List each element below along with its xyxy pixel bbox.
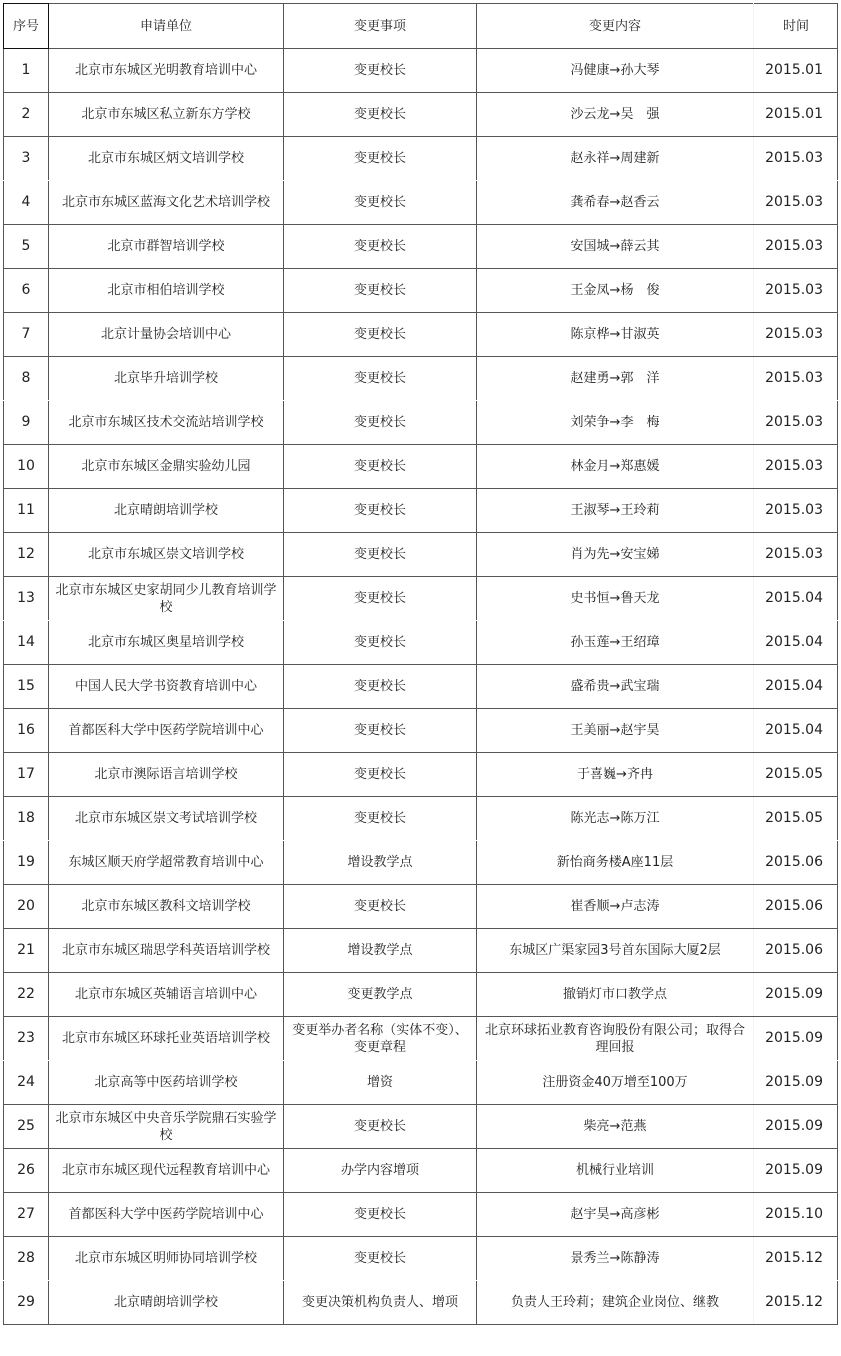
cell-change-item: 办学内容增项 [284,1149,477,1193]
cell-serial-number: 13 [4,577,49,621]
cell-change-item: 变更校长 [284,533,477,577]
cell-serial-number: 24 [4,1061,49,1105]
cell-time: 2015.06 [754,841,838,885]
cell-change-item: 变更校长 [284,269,477,313]
cell-applicant-unit: 北京市东城区中央音乐学院鼎石实验学校 [49,1105,284,1149]
cell-serial-number: 12 [4,533,49,577]
cell-change-content: 刘荣争→李 梅 [477,401,754,445]
cell-serial-number: 20 [4,885,49,929]
table-row [4,577,838,621]
cell-change-item: 变更校长 [284,621,477,665]
cell-serial-number: 25 [4,1105,49,1149]
cell-time: 2015.09 [754,1149,838,1193]
cell-change-item: 变更校长 [284,49,477,93]
cell-time: 2015.04 [754,709,838,753]
table-row [4,797,838,841]
cell-time: 2015.03 [754,181,838,225]
table-row [4,1193,838,1237]
cell-time: 2015.03 [754,401,838,445]
table-body [4,49,838,1325]
cell-change-item: 增资 [284,1061,477,1105]
table-row [4,225,838,269]
table-row [4,269,838,313]
cell-time: 2015.09 [754,1061,838,1105]
cell-applicant-unit: 北京市东城区蓝海文化艺术培训学校 [49,181,284,225]
table-row [4,621,838,665]
table-row [4,841,838,885]
cell-change-content: 崔香顺→卢志涛 [477,885,754,929]
cell-time: 2015.09 [754,1017,838,1061]
cell-serial-number: 14 [4,621,49,665]
table-row [4,93,838,137]
cell-change-item: 增设教学点 [284,929,477,973]
table-row [4,533,838,577]
cell-time: 2015.03 [754,445,838,489]
cell-applicant-unit: 北京市东城区技术交流站培训学校 [49,401,284,445]
cell-serial-number: 6 [4,269,49,313]
cell-change-content: 安国城→薛云其 [477,225,754,269]
cell-serial-number: 17 [4,753,49,797]
table-header [4,4,838,49]
cell-time: 2015.06 [754,885,838,929]
cell-applicant-unit: 北京市东城区崇文考试培训学校 [49,797,284,841]
cell-serial-number: 19 [4,841,49,885]
cell-applicant-unit: 北京市群智培训学校 [49,225,284,269]
cell-applicant-unit: 北京毕升培训学校 [49,357,284,401]
cell-change-content: 盛希贵→武宝瑞 [477,665,754,709]
cell-change-content: 赵永祥→周建新 [477,137,754,181]
cell-change-item: 变更校长 [284,313,477,357]
cell-serial-number: 1 [4,49,49,93]
cell-time: 2015.03 [754,269,838,313]
cell-change-content: 新怡商务楼A座11层 [477,841,754,885]
cell-time: 2015.03 [754,313,838,357]
table-row [4,401,838,445]
cell-time: 2015.05 [754,797,838,841]
cell-applicant-unit: 北京市东城区现代远程教育培训中心 [49,1149,284,1193]
cell-applicant-unit: 北京市东城区私立新东方学校 [49,93,284,137]
cell-serial-number: 18 [4,797,49,841]
cell-change-content: 景秀兰→陈静涛 [477,1237,754,1281]
cell-change-item: 变更校长 [284,577,477,621]
table-row [4,1061,838,1105]
cell-change-item: 变更校长 [284,753,477,797]
cell-applicant-unit: 中国人民大学书资教育培训中心 [49,665,284,709]
cell-serial-number: 8 [4,357,49,401]
cell-change-content: 冯健康→孙大琴 [477,49,754,93]
cell-applicant-unit: 东城区顺天府学超常教育培训中心 [49,841,284,885]
table-row [4,1237,838,1281]
cell-change-item: 变更校长 [284,489,477,533]
cell-time: 2015.03 [754,225,838,269]
cell-serial-number: 23 [4,1017,49,1061]
cell-change-item: 变更校长 [284,225,477,269]
header-time: 时间 [754,4,838,49]
cell-change-content: 柴亮→范燕 [477,1105,754,1149]
table-row [4,445,838,489]
cell-change-content: 王淑琴→王玲莉 [477,489,754,533]
cell-applicant-unit: 北京计量协会培训中心 [49,313,284,357]
cell-applicant-unit: 北京市东城区奥星培训学校 [49,621,284,665]
cell-serial-number: 9 [4,401,49,445]
cell-change-content: 史书恒→鲁天龙 [477,577,754,621]
cell-applicant-unit: 北京市东城区金鼎实验幼儿园 [49,445,284,489]
header-change-content: 变更内容 [477,4,754,49]
cell-change-item: 变更决策机构负责人、增项 [284,1281,477,1325]
cell-time: 2015.06 [754,929,838,973]
cell-time: 2015.10 [754,1193,838,1237]
cell-change-content: 沙云龙→吴 强 [477,93,754,137]
table-row [4,665,838,709]
cell-change-item: 变更校长 [284,181,477,225]
header-serial-number: 序号 [4,4,49,49]
cell-time: 2015.09 [754,973,838,1017]
cell-time: 2015.12 [754,1281,838,1325]
cell-applicant-unit: 北京高等中医药培训学校 [49,1061,284,1105]
cell-serial-number: 11 [4,489,49,533]
header-row [4,4,838,49]
header-change-item: 变更事项 [284,4,477,49]
cell-change-content: 撤销灯市口教学点 [477,973,754,1017]
cell-change-item: 增设教学点 [284,841,477,885]
table-row [4,1281,838,1325]
cell-applicant-unit: 北京晴朗培训学校 [49,1281,284,1325]
cell-change-content: 孙玉莲→王绍璋 [477,621,754,665]
cell-serial-number: 28 [4,1237,49,1281]
cell-change-content: 赵宇昊→高彦彬 [477,1193,754,1237]
cell-time: 2015.03 [754,357,838,401]
cell-applicant-unit: 北京市东城区瑞思学科英语培训学校 [49,929,284,973]
cell-serial-number: 3 [4,137,49,181]
cell-change-item: 变更校长 [284,709,477,753]
cell-applicant-unit: 北京晴朗培训学校 [49,489,284,533]
cell-change-content: 龚希春→赵香云 [477,181,754,225]
cell-change-content: 肖为先→安宝娣 [477,533,754,577]
cell-serial-number: 16 [4,709,49,753]
cell-time: 2015.04 [754,621,838,665]
table-row [4,49,838,93]
cell-time: 2015.12 [754,1237,838,1281]
cell-change-item: 变更校长 [284,665,477,709]
cell-change-content: 于喜巍→齐冉 [477,753,754,797]
cell-applicant-unit: 北京市东城区崇文培训学校 [49,533,284,577]
table-row [4,137,838,181]
cell-change-content: 陈京桦→甘淑英 [477,313,754,357]
cell-applicant-unit: 北京市东城区史家胡同少儿教育培训学校 [49,577,284,621]
cell-serial-number: 22 [4,973,49,1017]
table-row [4,1149,838,1193]
table-row [4,1017,838,1061]
cell-change-content: 赵建勇→郭 洋 [477,357,754,401]
cell-change-item: 变更校长 [284,885,477,929]
cell-change-item: 变更校长 [284,401,477,445]
cell-change-content: 王美丽→赵宇昊 [477,709,754,753]
cell-applicant-unit: 北京市东城区光明教育培训中心 [49,49,284,93]
cell-change-item: 变更校长 [284,357,477,401]
cell-serial-number: 29 [4,1281,49,1325]
cell-serial-number: 15 [4,665,49,709]
cell-serial-number: 10 [4,445,49,489]
cell-change-content: 林金月→郑惠媛 [477,445,754,489]
cell-applicant-unit: 北京市澳际语言培训学校 [49,753,284,797]
table-row [4,357,838,401]
cell-applicant-unit: 北京市东城区教科文培训学校 [49,885,284,929]
table-row [4,313,838,357]
cell-change-content: 注册资金40万增至100万 [477,1061,754,1105]
cell-change-item: 变更校长 [284,445,477,489]
cell-change-content: 北京环球拓业教育咨询股份有限公司；取得合理回报 [477,1017,754,1061]
change-records-table-container [3,3,837,1325]
cell-applicant-unit: 北京市东城区炳文培训学校 [49,137,284,181]
cell-serial-number: 7 [4,313,49,357]
cell-time: 2015.01 [754,49,838,93]
cell-change-content: 王金凤→杨 俊 [477,269,754,313]
cell-applicant-unit: 北京市东城区英辅语言培训中心 [49,973,284,1017]
cell-time: 2015.05 [754,753,838,797]
cell-serial-number: 21 [4,929,49,973]
cell-applicant-unit: 北京市相伯培训学校 [49,269,284,313]
cell-applicant-unit: 北京市东城区明师协同培训学校 [49,1237,284,1281]
table-row [4,1105,838,1149]
cell-change-item: 变更校长 [284,797,477,841]
cell-change-content: 机械行业培训 [477,1149,754,1193]
cell-time: 2015.09 [754,1105,838,1149]
table-row [4,489,838,533]
table-row [4,929,838,973]
table-row [4,709,838,753]
cell-time: 2015.03 [754,137,838,181]
cell-time: 2015.03 [754,533,838,577]
change-records-table [3,3,838,1325]
cell-time: 2015.01 [754,93,838,137]
cell-change-item: 变更举办者名称（实体不变）、变更章程 [284,1017,477,1061]
cell-change-item: 变更教学点 [284,973,477,1017]
cell-time: 2015.04 [754,577,838,621]
cell-change-item: 变更校长 [284,1105,477,1149]
table-row [4,973,838,1017]
cell-serial-number: 4 [4,181,49,225]
cell-applicant-unit: 北京市东城区环球托业英语培训学校 [49,1017,284,1061]
cell-change-item: 变更校长 [284,1193,477,1237]
cell-serial-number: 2 [4,93,49,137]
cell-change-content: 负责人王玲莉；建筑企业岗位、继教 [477,1281,754,1325]
cell-change-item: 变更校长 [284,93,477,137]
cell-time: 2015.03 [754,489,838,533]
cell-time: 2015.04 [754,665,838,709]
cell-change-content: 陈光志→陈万江 [477,797,754,841]
header-applicant-unit: 申请单位 [49,4,284,49]
cell-serial-number: 27 [4,1193,49,1237]
cell-change-item: 变更校长 [284,1237,477,1281]
cell-applicant-unit: 首都医科大学中医药学院培训中心 [49,709,284,753]
cell-serial-number: 5 [4,225,49,269]
cell-change-item: 变更校长 [284,137,477,181]
table-row [4,181,838,225]
table-row [4,885,838,929]
cell-serial-number: 26 [4,1149,49,1193]
table-row [4,753,838,797]
cell-applicant-unit: 首都医科大学中医药学院培训中心 [49,1193,284,1237]
cell-change-content: 东城区广渠家园3号首东国际大厦2层 [477,929,754,973]
